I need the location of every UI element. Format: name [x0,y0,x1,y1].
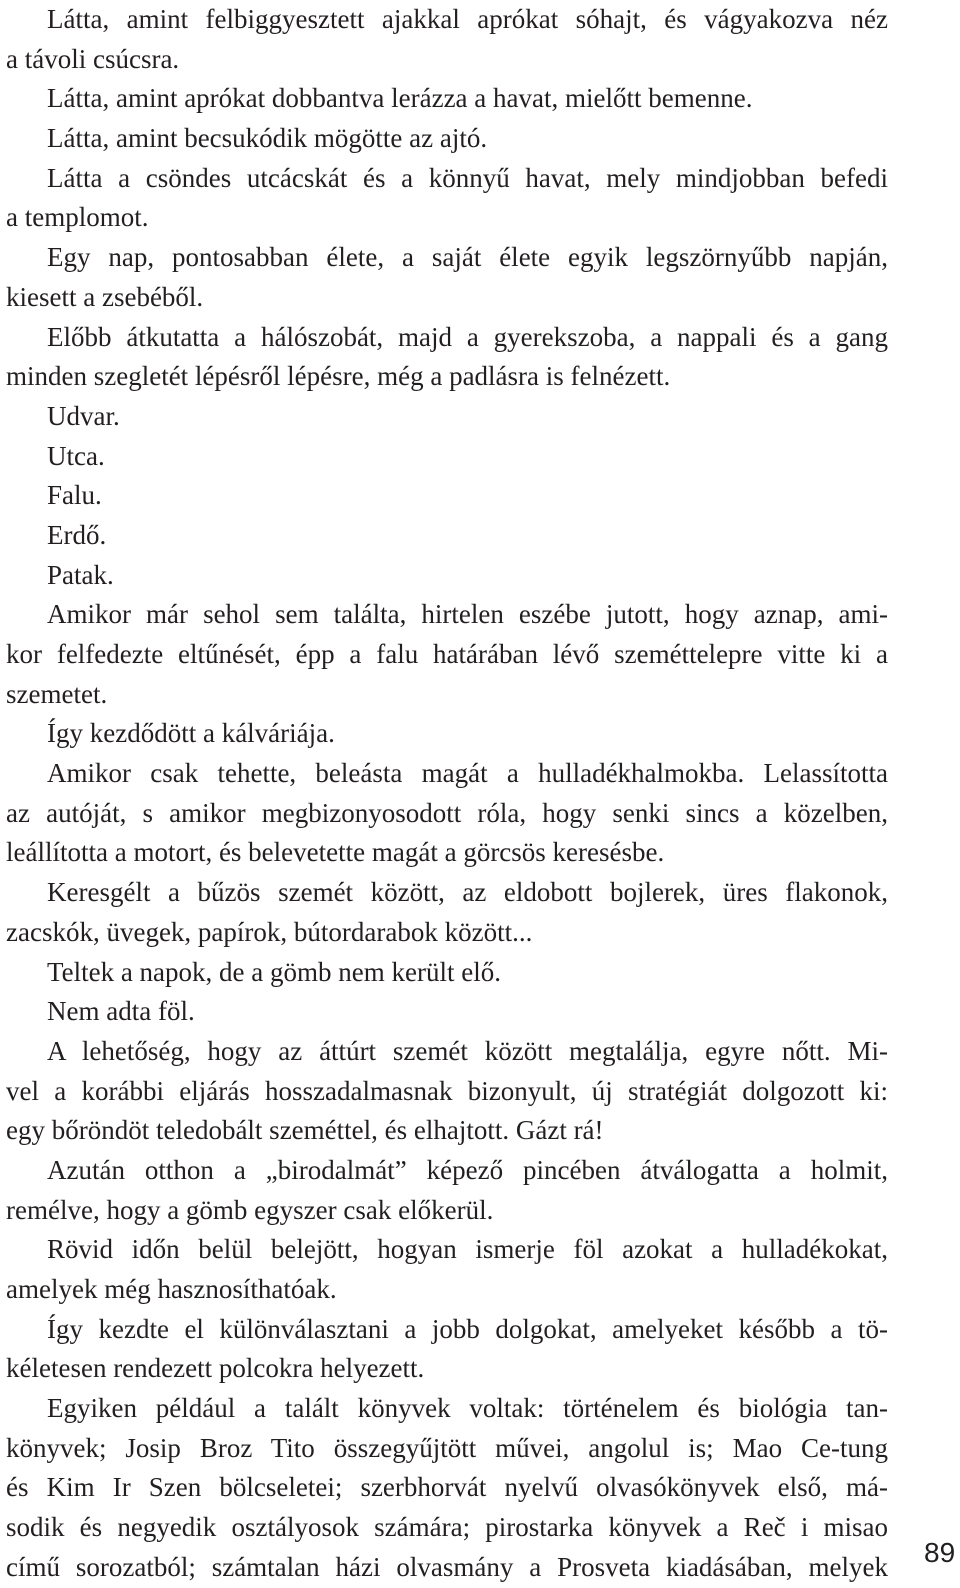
text-line: remélve, hogy a gömb egyszer csak előkerül. [6,1194,494,1225]
text-line: Amikor csak tehette, beleásta magát a hulladékhalmokba. Lelassította [47,758,888,789]
text-line: Előbb átkutatta a hálószobát, majd a gyerekszoba, a nappali és a gang [47,321,888,352]
text-line: zacskók, üvegek, papírok, bútordarabok között... [6,916,533,947]
text-line: Nem adta föl. [47,996,195,1027]
text-line: Látta a csöndes utcácskát és a könnyű havat, mely mindjobban befedi [47,162,888,193]
text-line: vel a korábbi eljárás hosszadalmasnak bizonyult, új stratégiát dolgozott ki: [6,1075,888,1106]
text-line: Rövid időn belül belejött, hogyan ismerje föl azokat a hulladékokat, [47,1234,888,1265]
book-page [6,0,888,1582]
text-line: a távoli csúcsra. [6,43,180,74]
text-line: Látta, amint felbiggyesztett ajakkal aprókat sóhajt, és vágyakozva néz [47,4,888,34]
text-line: Egy nap, pontosabban élete, a saját élete egyik legszörnyűbb napján, [47,242,888,273]
text-line: és Kim Ir Szen bölcseletei; szerbhorvát nyelvű olvasókönyvek első, má- [6,1472,888,1503]
text-line: Látta, amint aprókat dobbantva lerázza a havat, mielőtt bemenne. [47,83,753,114]
text-line: Egyiken például a talált könyvek voltak: történelem és biológia tan- [47,1393,888,1424]
text-line: A lehetőség, hogy az áttúrt szemét között megtalálja, egyre nőtt. Mi- [47,1035,888,1066]
text-line: Látta, amint becsukódik mögötte az ajtó. [47,123,488,154]
text-line: kéletesen rendezett polcokra helyezett. [6,1353,425,1384]
text-line: az autóját, s amikor megbizonyosodott róla, hogy senki sincs a közelben, [6,797,888,828]
text-line: Patak. [47,559,114,590]
text-line: sodik és negyedik osztályosok számára; pirostarka könyvek a Reč i misao [6,1512,888,1543]
text-line: kor felfedezte eltűnését, épp a falu határában lévő szeméttelepre vitte ki a [6,639,888,669]
text-line: Így kezdte el különválasztani a jobb dolgokat, amelyeket később a tö- [47,1313,888,1344]
text-line: kiesett a zsebéből. [6,281,204,312]
text-line: Falu. [47,480,102,511]
text-line: szemetet. [6,678,108,709]
text-line: Amikor már sehol sem találta, hirtelen eszébe jutott, hogy aznap, ami- [47,599,888,630]
text-line: Teltek a napok, de a gömb nem került elő. [47,956,501,987]
page-number: 89 [924,1537,956,1568]
text-line: minden szegletét lépésről lépésre, még a padlásra is felnézett. [6,361,671,392]
text-line: leállította a motort, és belevetette magát a görcsös keresésbe. [6,837,665,868]
text-line: Keresgélt a bűzös szemét között, az eldobott bojlerek, üres flakonok, [47,877,888,908]
text-line: a templomot. [6,202,149,233]
text-line: Így kezdődött a kálváriája. [47,718,335,749]
text-line: Udvar. [47,400,120,431]
text-line: című sorozatból; számtalan házi olvasmány a Prosveta kiadásában, melyek [6,1551,888,1582]
text-line: Utca. [47,440,105,471]
text-line: könyvek; Josip Broz Tito összegyűjtött művei, angolul is; Mao Ce-tung [6,1432,888,1463]
text-line: amelyek még hasznosíthatóak. [6,1274,337,1304]
body-text [6,0,888,1588]
text-line: egy bőröndöt teledobált szeméttel, és elhajtott. Gázt rá! [6,1115,604,1146]
text-line: Erdő. [47,519,107,550]
text-line: Azután otthon a „birodalmát” képező pincében átválogatta a holmit, [47,1154,888,1185]
